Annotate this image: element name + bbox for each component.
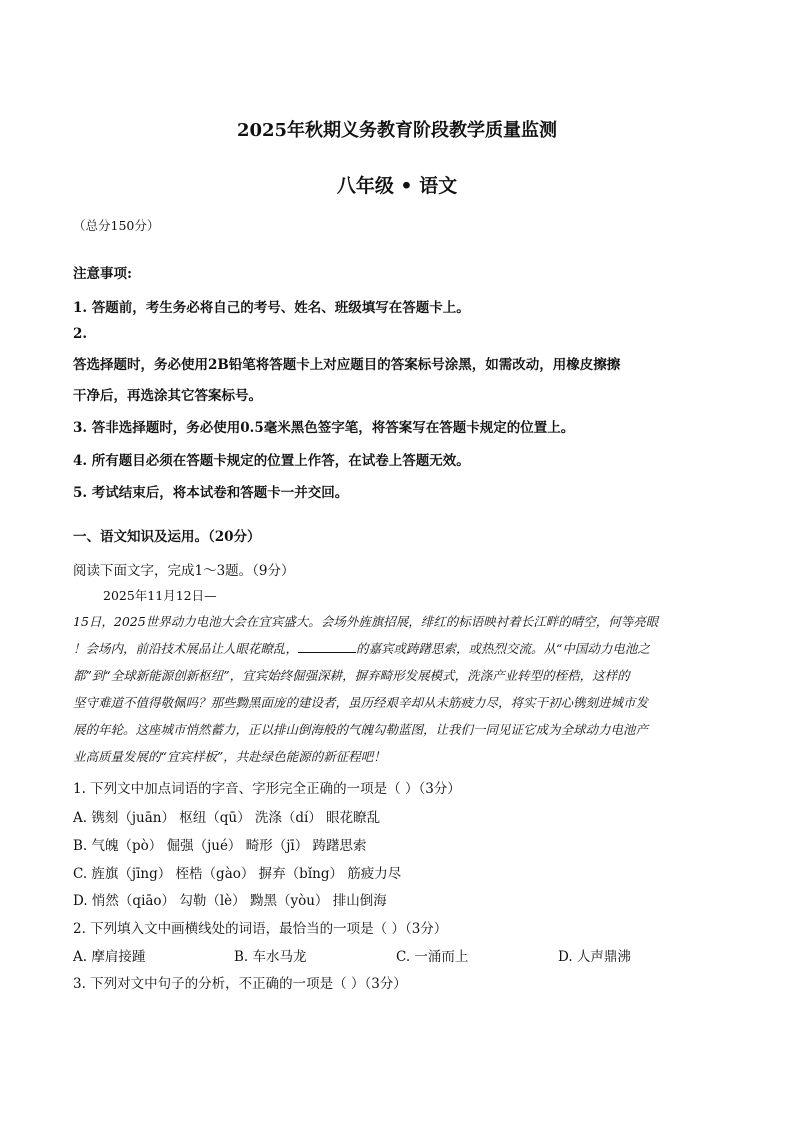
passage-text: 的嘉宾或踌躇思索，或热烈交流。从“中国动力电池之 — [356, 641, 650, 656]
question-3-stem: 3. 下列对文中句子的分析，不正确的一项是（ ）（3分） — [73, 976, 407, 992]
question-2-option-a: A. 摩肩接踵 — [73, 949, 146, 965]
passage-line — [73, 635, 723, 662]
question-2-option-d: D. 人声鼎沸 — [558, 949, 631, 965]
passage-date: 2025年11月12日— — [103, 588, 217, 603]
notice-item: 2. — [73, 326, 88, 342]
notice-item: 3. 答非选择题时，务必使用0.5毫米黑色签字笔，将答案写在答题卡规定的位置上。 — [73, 420, 575, 436]
passage-line: 都”到“全球新能源创新枢纽”，宜宾始终倔强深耕，摒弃畸形发展模式，洗涤产业转型的桎梏，这样的 — [73, 668, 630, 683]
notice-item: 答选择题时，务必使用2B铅笔将答题卡上对应题目的答案标号涂黑，如需改动，用橡皮擦擦 — [73, 357, 621, 373]
notice-heading: 注意事项: — [73, 266, 132, 282]
passage-line: 业高质量发展的“宜宾样板”，共赴绿色能源的新征程吧！ — [73, 749, 386, 764]
passage-text: ！会场内，前沿技术展品让人眼花瞭乱， — [73, 641, 299, 656]
passage-line: 坚守难道不值得敬佩吗？那些黝黑面庞的建设者，虽历经艰辛却从未筋疲力尽，将实干初心镌刻进城市发 — [73, 695, 649, 710]
question-2-option-b: B. 车水马龙 — [234, 949, 307, 965]
exam-subtitle: 八年级 • 语文 — [336, 175, 458, 197]
question-1-option-b: B. 气魄（pò） 倔强（jué） 畸形（jī） 踌躇思索 — [73, 838, 367, 854]
question-1-option-c: C. 旌旗（jīng） 桎梏（gào） 摒弃（bǐng） 筋疲力尽 — [73, 866, 402, 882]
passage-line: 展的年轮。这座城市悄然蓄力，正以排山倒海般的气魄勾勒蓝图，让我们一同见证它成为全球动力电池产 — [73, 722, 649, 737]
notice-item: 干净后，再选涂其它答案标号。 — [73, 388, 262, 404]
question-2-stem: 2. 下列填入文中画横线处的词语，最恰当的一项是（ ）（3分） — [73, 921, 448, 937]
passage-line: 15日，2025世界动力电池大会在宜宾盛大。会场外旌旗招展，绯红的标语映衬着长江畔的晴空，何等亮眼 — [73, 614, 659, 629]
question-1-option-a: A. 镌刻（juān） 枢纽（qū） 洗涤（dí） 眼花瞭乱 — [73, 810, 381, 826]
question-1-stem: 1. 下列文中加点词语的字音、字形完全正确的一项是（ ）（3分） — [73, 781, 461, 797]
notice-item: 5. 考试结束后，将本试卷和答题卡一并交回。 — [73, 485, 349, 501]
exam-title: 2025年秋期义务教育阶段教学质量监测 — [236, 120, 558, 141]
total-score: （总分150分） — [73, 218, 160, 233]
question-2-option-c: C. 一涌而上 — [396, 949, 469, 965]
reading-intro: 阅读下面文字，完成1～3题。（9分） — [73, 563, 295, 579]
notice-item: 4. 所有题目必须在答题卡规定的位置上作答，在试卷上答题无效。 — [73, 453, 470, 469]
notice-item: 1. 答题前，考生务必将自己的考号、姓名、班级填写在答题卡上。 — [73, 300, 470, 316]
fill-blank — [298, 640, 356, 653]
reading-passage — [73, 608, 723, 770]
question-1-option-d: D. 悄然（qiāo） 勾勒（lè） 黝黑（yòu） 排山倒海 — [73, 893, 387, 909]
section-heading: 一、语文知识及运用。（20分） — [73, 529, 261, 545]
